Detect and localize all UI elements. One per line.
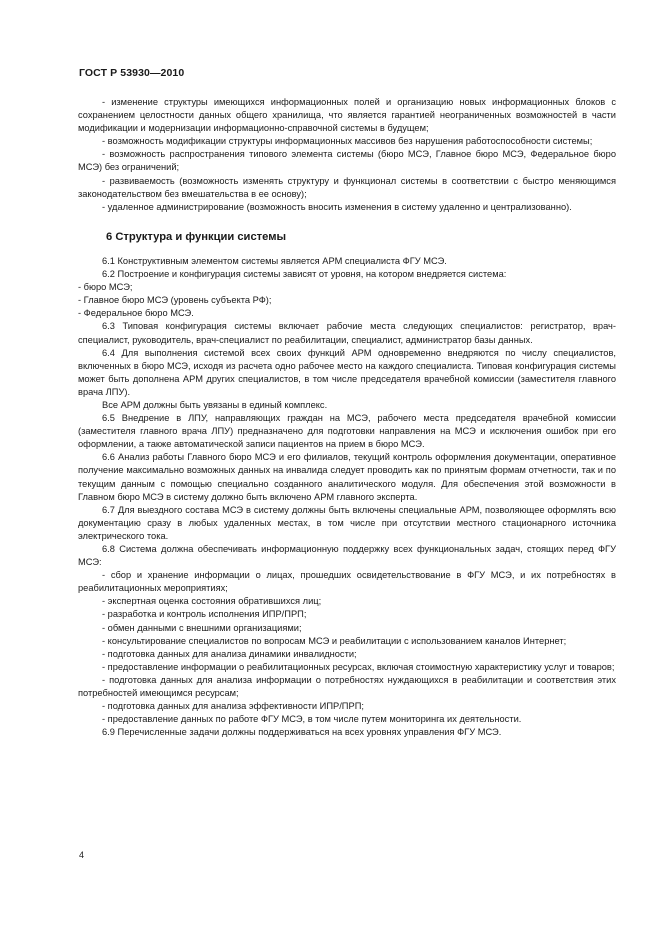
- list-item: - возможность модификации структуры информационных массивов без нарушения работоспособности системы;: [102, 136, 593, 147]
- section-title: 6 Структура и функции системы: [106, 230, 287, 243]
- paragraph: 6.9 Перечисленные задачи должны поддерживаться на всех уровнях управления ФГУ МСЭ.: [102, 727, 502, 738]
- list-item: - подготовка данных для анализа информации о потребностях нуждающихся в реабилитации и соответствия этих потребностей имеющимся ресурсам;: [78, 674, 616, 699]
- list-item: - Главное бюро МСЭ (уровень субъекта РФ);: [78, 295, 272, 306]
- list-item: - разработка и контроль исполнения ИПР/ПРП;: [102, 609, 307, 620]
- list-item: - бюро МСЭ;: [78, 282, 133, 293]
- page-body: [78, 96, 616, 739]
- list-item: - подготовка данных для анализа динамики инвалидности;: [102, 648, 357, 659]
- paragraph: 6.5 Внедрение в ЛПУ, направляющих граждан на МСЭ, рабочего места председателя врачебной комиссии (заместителя главного врача ЛПУ) предназначено для подготовки направления на МСЭ и исключения ошибок при его оформлении, а также автоматической записи пациентов на прием в бюро МСЭ.: [78, 413, 616, 450]
- paragraph: 6.4 Для выполнения системой всех своих функций АРМ одновременно внедряются по числу специалистов, включенных в бюро МСЭ, исходя из расчета одно рабочее место на каждого специалиста. Типовая конфигурация системы может быть дополнена АРМ других специалистов, в том числе председателя врачебной комиссии (заместителя главного врача ЛПУ).: [78, 347, 616, 397]
- paragraph: 6.7 Для выездного состава МСЭ в систему должны быть включены специальные АРМ, позволяющее оформлять всю документацию сразу в любых удаленных местах, в том числе при отсутствии местного стационарного источника электрического тока.: [78, 504, 616, 541]
- paragraph: Все АРМ должны быть увязаны в единый комплекс.: [102, 399, 328, 410]
- list-item: - предоставление информации о реабилитационных ресурсах, включая стоимостную характеристику услуг и товаров;: [102, 661, 615, 672]
- paragraph: 6.8 Система должна обеспечивать информационную поддержку всех функциональных задач, стоящих перед ФГУ МСЭ:: [78, 544, 616, 568]
- list-item: - подготовка данных для анализа эффективности ИПР/ПРП;: [102, 701, 364, 712]
- section-body: [78, 255, 616, 739]
- intro-list: [78, 96, 616, 214]
- document-header: ГОСТ Р 53930—2010: [79, 67, 185, 79]
- paragraph: 6.6 Анализ работы Главного бюро МСЭ и его филиалов, текущий контроль оформления документации, оперативное получение максимально возможных данных на инвалида следует проводить как по принятым формам отчетности, так и по текущим данным с помощью специально созданного аналитического модуля. Для обеспечения этой возможности в Главном бюро МСЭ в систему должно быть включено АРМ главного эксперта.: [78, 452, 616, 502]
- list-item: - возможность распространения типового элемента системы (бюро МСЭ, Главное бюро МСЭ, Федеральное бюро МСЭ) без ограничений;: [78, 149, 616, 173]
- list-item: - сбор и хранение информации о лицах, прошедших освидетельствование в ФГУ МСЭ, и их потребностях в реабилитационных мероприятиях;: [78, 570, 616, 594]
- page-number: 4: [79, 850, 85, 860]
- list-item: - изменение структуры имеющихся информационных полей и организацию новых информационных блоков с сохранением целостности данных общего хранилища, что является гарантией неограниченных возможностей в части модификации и модернизации информационно-справочной системы в будущем;: [78, 97, 616, 134]
- list-item: - обмен данными с внешними организациями;: [102, 622, 302, 633]
- list-item: - Федеральное бюро МСЭ.: [78, 308, 194, 319]
- list-item: - экспертная оценка состояния обратившихся лиц;: [102, 596, 322, 607]
- list-item: - развиваемость (возможность изменять структуру и функционал системы в соответствии с быстро меняющимся законодательством без вмешательства в ее основу);: [78, 175, 616, 199]
- paragraph: 6.3 Типовая конфигурация системы включает рабочие места следующих специалистов: регистратор, врач-специалист, руководитель, врач-специалист по реабилитации, специалист, администратор базы данных.: [78, 321, 616, 345]
- paragraph: 6.2 Построение и конфигурация системы зависят от уровня, на котором внедряется система:: [102, 269, 507, 280]
- paragraph: 6.1 Конструктивным элементом системы является АРМ специалиста ФГУ МСЭ.: [102, 255, 447, 266]
- list-item: - предоставление данных по работе ФГУ МСЭ, в том числе путем мониторинга их деятельности.: [102, 714, 522, 725]
- list-item: - консультирование специалистов по вопросам МСЭ и реабилитации с использованием каналов Интернет;: [102, 635, 567, 646]
- list-item: - удаленное администрирование (возможность вносить изменения в систему удаленно и централизованно).: [102, 201, 572, 212]
